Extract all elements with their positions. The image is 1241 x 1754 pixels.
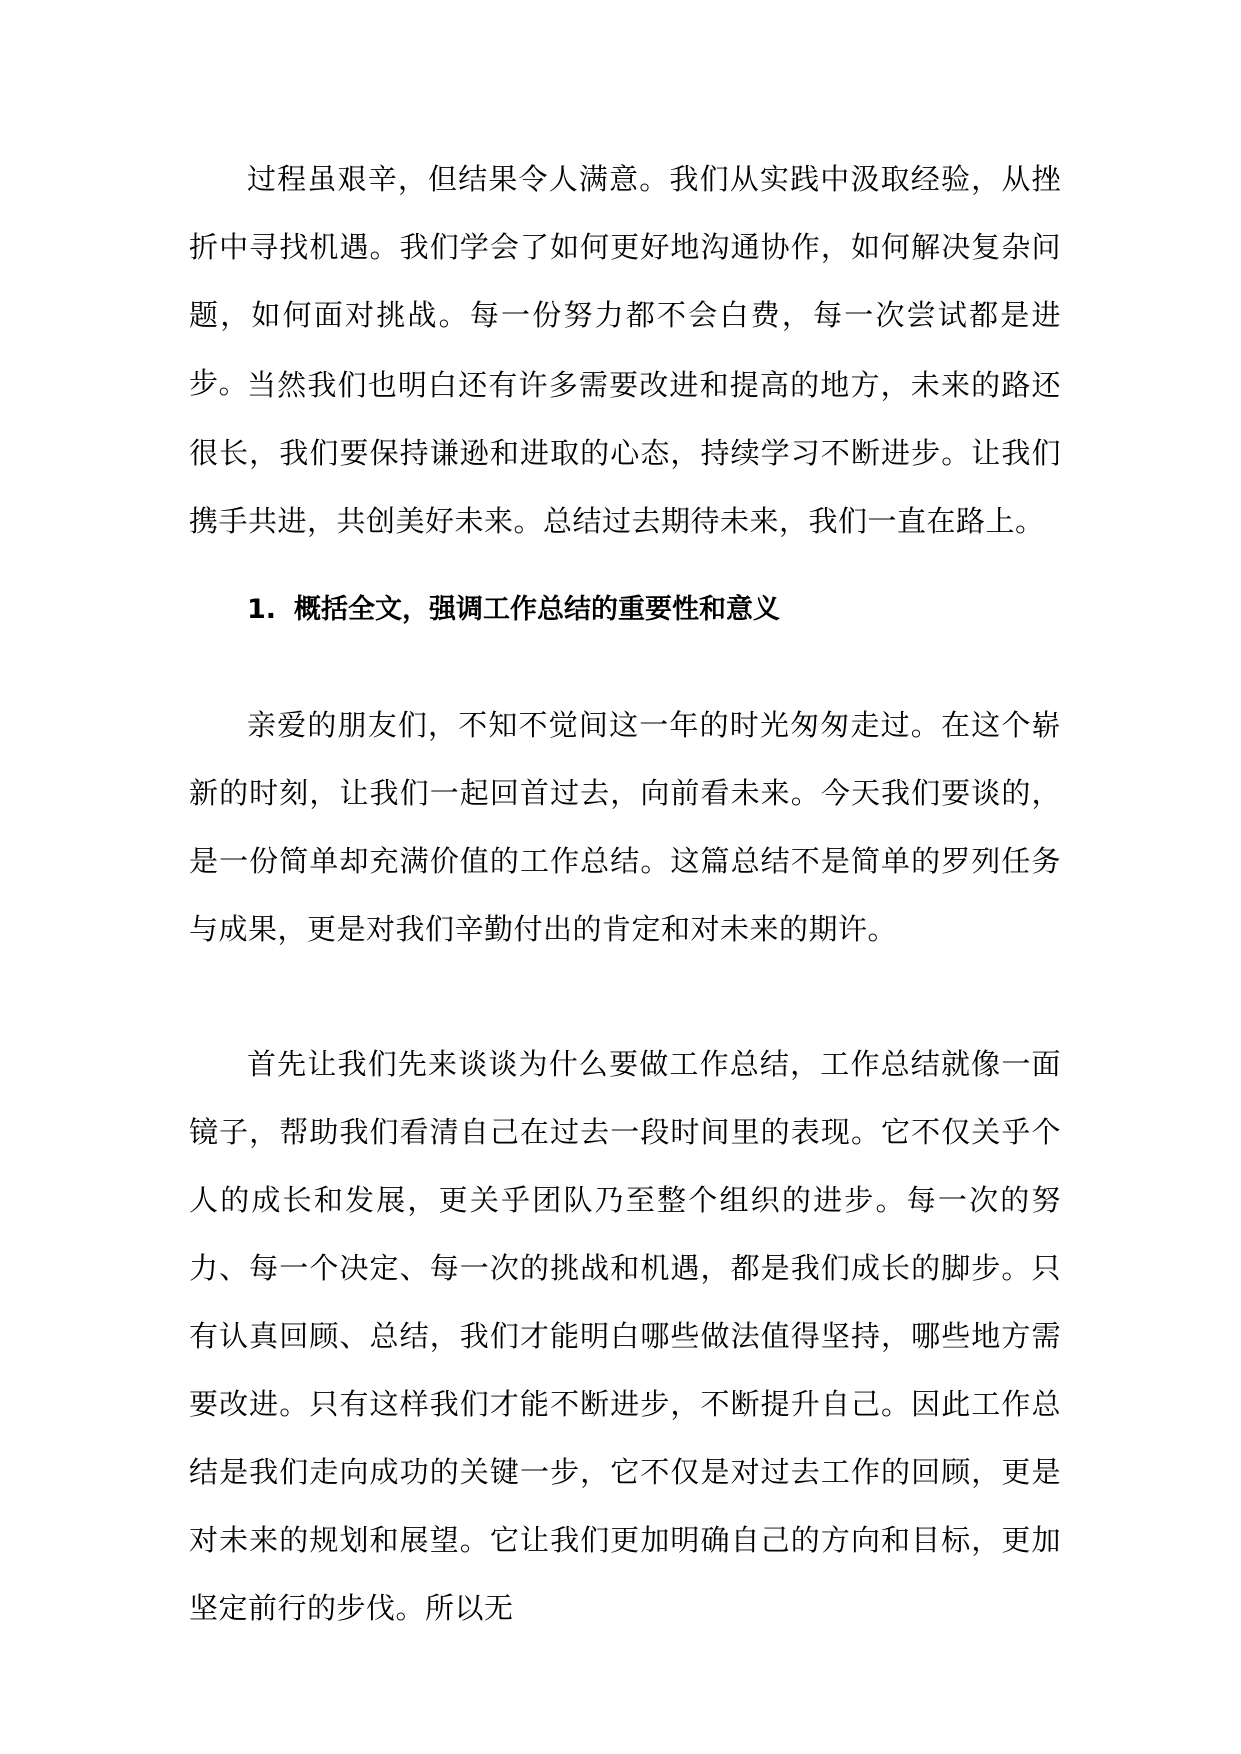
document-body xyxy=(189,145,1061,1625)
section-number: 1. xyxy=(247,594,277,625)
section-heading xyxy=(247,590,780,630)
paragraph-intro: 亲爱的朋友们，不知不觉间这一年的时光匆匆走过。在这个崭新的时刻，让我们一起回首过去，向前看未来。今天我们要谈的，是一份简单却充满价值的工作总结。这篇总结不是简单的罗列任务与成果，更是对我们辛勤付出的肯定和对未来的期许。 xyxy=(189,708,1061,946)
paragraph-future: 当然我们也明白还有许多需要改进和提高的地方，未来的路还很长，我们要保持谦逊和进取的心态，持续学习不断进步。让我们携手共进，共创美好未来。总结过去期待未来，我们一直在路上。 xyxy=(189,368,1061,538)
paragraph-why-summarize: 首先让我们先来谈谈为什么要做工作总结，工作总结就像一面镜子，帮助我们看清自己在过去一段时间里的表现。它不仅关乎个人的成长和发展，更关乎团队乃至整个组织的进步。每一次的努力、每一个决定、每一次的挑战和机遇，都是我们成长的脚步。只有认真回顾、总结，我们才能明白哪些做法值得坚持，哪些地方需要改进。只有这样我们才能不断进步，不断提升自己。因此工作总结是我们走向成功的关键一步，它不仅是对过去工作的回顾，更是对未来的规划和展望。它让我们更加明确自己的方向和目标，更加坚定前行的步伐。所以无 xyxy=(189,1047,1061,1625)
section-title: 概括全文，强调工作总结的重要性和意义 xyxy=(294,594,781,625)
paragraph-results: 过程虽艰辛，但结果令人满意。我们从实践中汲取经验，从挫折中寻找机遇。我们学会了如何更好地沟通协作，如何解决复杂问题，如何面对挑战。每一份努力都不会白费，每一次尝试都是进步。 xyxy=(189,162,1061,400)
